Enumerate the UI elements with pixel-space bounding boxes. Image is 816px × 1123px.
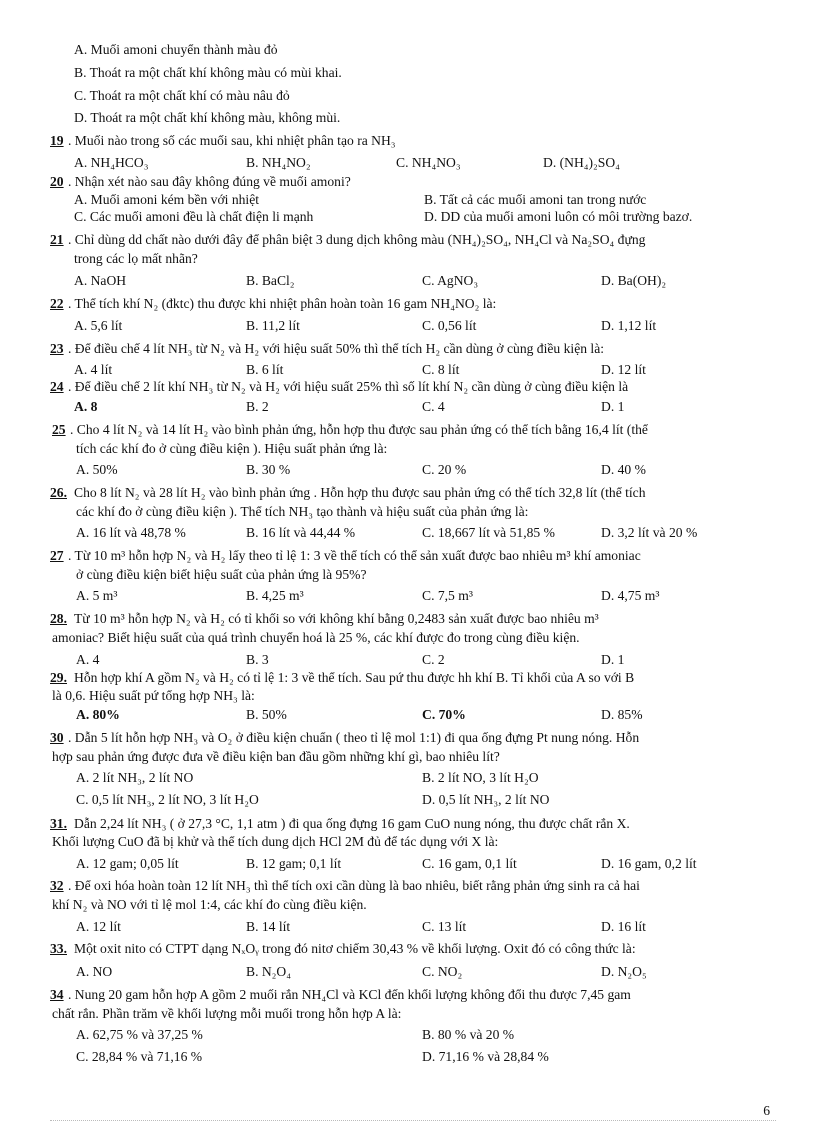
question-text: . Chỉ dùng dd chất nào dưới đây để phân biệt 3 dung dịch không màu (NH₄)₂SO₄, NH₄Cl và Na₂SO₄ đựng bbox=[68, 232, 646, 247]
option-c: C. 4 bbox=[422, 399, 445, 414]
option-a: A. 50% bbox=[76, 462, 118, 477]
question-number: 29. bbox=[50, 670, 67, 685]
option-d: D. 16 lít bbox=[601, 919, 646, 934]
question-text-continued: tích các khí đo ở cùng điều kiện ). Hiệu suất phản ứng là: bbox=[76, 441, 388, 456]
option-d: D. 1 bbox=[601, 652, 625, 667]
question-text: . Để oxi hóa hoàn toàn 12 lít NH₃ thì thể tích oxi cần dùng là bao nhiêu, biết rằng phản ứng sinh ra cả hai bbox=[68, 878, 640, 893]
option-d: D. 71,16 % và 28,84 % bbox=[422, 1049, 549, 1064]
question-text: . Nhận xét nào sau đây không đúng về muối amoni? bbox=[68, 174, 351, 189]
question-text-continued: hợp sau phản ứng được đưa về điều kiện ban đầu gồm những khí gì, bao nhiêu lít? bbox=[52, 749, 500, 764]
question-text: . Dẫn 5 lít hỗn hợp NH₃ và O₂ ở điều kiện chuẩn ( theo tỉ lệ mol 1:1) đi qua ống đựng Pt nung nóng. Hỗn bbox=[68, 730, 640, 745]
option-a: A. Muối amoni kém bền với nhiệt bbox=[74, 192, 260, 207]
option-c: C. 16 gam, 0,1 lít bbox=[422, 856, 517, 871]
option-a: A. 4 bbox=[76, 652, 100, 667]
question-text: Từ 10 m³ hỗn hợp N₂ và H₂ có tỉ khối so với không khí bằng 0,2483 sản xuất được bao nhiêu m³ bbox=[74, 611, 599, 626]
option-d: D. 16 gam, 0,2 lít bbox=[601, 856, 697, 871]
question-text-continued: Khối lượng CuO đã bị khử và thể tích dung dịch HCl 2M đủ để tác dụng với X là: bbox=[52, 834, 499, 849]
option-b: B. BaCl₂ bbox=[246, 273, 295, 288]
option-b: B. 6 lít bbox=[246, 362, 284, 377]
question-number: 31. bbox=[50, 816, 67, 831]
option-d: D. DD của muối amoni luôn có môi trường bazơ. bbox=[424, 209, 693, 224]
option-d: D. 0,5 lít NH₃, 2 lít NO bbox=[422, 792, 550, 807]
option-d: D. 3,2 lít và 20 % bbox=[601, 525, 698, 540]
option-a: A. 12 lít bbox=[76, 919, 121, 934]
option-d: D. 40 % bbox=[601, 462, 646, 477]
option-b: B. 16 lít và 44,44 % bbox=[246, 525, 356, 540]
option-b: B. Thoát ra một chất khí không màu có mùi khai. bbox=[74, 65, 342, 80]
question-text: Dẫn 2,24 lít NH₃ ( ở 27,3 °C, 1,1 atm ) đi qua ống đựng 16 gam CuO nung nóng, thu được chất rắn X. bbox=[74, 816, 630, 831]
question-text-continued: khí N₂ và NO với tỉ lệ mol 1:4, các khí đo cùng điều kiện. bbox=[52, 897, 367, 912]
option-d: D. 1,12 lít bbox=[601, 318, 657, 333]
question-number: 21 bbox=[50, 232, 64, 247]
option-d: D. N₂O₅ bbox=[601, 964, 647, 979]
question-text-continued: các khí đo ở cùng điều kiện ). Thể tích NH₃ tạo thành và hiệu suất của phản ứng là: bbox=[76, 504, 529, 519]
question-number: 30 bbox=[50, 730, 64, 745]
option-a: A. NO bbox=[76, 964, 113, 979]
question-text: Một oxit nito có CTPT dạng NₓOᵧ trong đó nitơ chiếm 30,43 % về khối lượng. Oxit đó có công thức là: bbox=[74, 941, 636, 956]
question-number: 24 bbox=[50, 379, 64, 394]
option-b: B. 2 bbox=[246, 399, 269, 414]
question-text: Cho 8 lít N₂ và 28 lít H₂ vào bình phản ứng . Hỗn hợp thu được sau phản ứng có thể tích 32,8 lít (thể tích bbox=[74, 485, 646, 500]
option-b: B. NH₄NO₂ bbox=[246, 155, 311, 170]
question-number: 19 bbox=[50, 133, 64, 148]
option-a: A. 5 m³ bbox=[76, 588, 118, 603]
option-c: C. 70% bbox=[422, 707, 466, 722]
footer-divider bbox=[50, 1120, 776, 1121]
question-number: 25 bbox=[52, 422, 66, 437]
question-number: 33. bbox=[50, 941, 67, 956]
option-c: C. 7,5 m³ bbox=[422, 588, 473, 603]
question-text: . Từ 10 m³ hỗn hợp N₂ và H₂ lấy theo tỉ lệ 1: 3 về thể tích có thể sản xuất được bao nhiêu m³ khí amoniac bbox=[68, 548, 641, 563]
option-c: C. 0,56 lít bbox=[422, 318, 477, 333]
option-c: C. 2 bbox=[422, 652, 445, 667]
option-b: B. 2 lít NO, 3 lít H₂O bbox=[422, 770, 539, 785]
question-text-continued: ở cùng điều kiện biết hiệu suất của phản ứng là 95%? bbox=[76, 567, 367, 582]
question-number: 34 bbox=[50, 987, 64, 1002]
option-a: A. NaOH bbox=[74, 273, 127, 288]
question-text: . Để điều chế 4 lít NH₃ từ N₂ và H₂ với hiệu suất 50% thì thể tích H₂ cần dùng ở cùng điều kiện là: bbox=[68, 341, 605, 356]
question-number: 22 bbox=[50, 296, 64, 311]
question-number: 26. bbox=[50, 485, 67, 500]
question-text: . Muối nào trong số các muối sau, khi nhiệt phân tạo ra NH₃ bbox=[68, 133, 396, 148]
option-d: D. 4,75 m³ bbox=[601, 588, 660, 603]
page-number: 6 bbox=[763, 1103, 770, 1118]
option-a: A. 5,6 lít bbox=[74, 318, 123, 333]
option-c: C. 18,667 lít và 51,85 % bbox=[422, 525, 555, 540]
option-b: B. 50% bbox=[246, 707, 287, 722]
option-b: B. 14 lít bbox=[246, 919, 291, 934]
option-a: A. 2 lít NH₃, 2 lít NO bbox=[76, 770, 194, 785]
question-text: . Nung 20 gam hỗn hợp A gồm 2 muối rắn NH₄Cl và KCl đến khối lượng không đổi thu được 7,45 gam bbox=[68, 987, 631, 1002]
question-number: 27 bbox=[50, 548, 64, 563]
question-text-continued: amoniac? Biết hiệu suất của quá trình chuyển hoá là 25 %, các khí được đo trong cùng điều kiện. bbox=[52, 630, 580, 645]
option-a: A. 80% bbox=[76, 707, 120, 722]
question-text: . Để điều chế 2 lít khí NH₃ từ N₂ và H₂ với hiệu suất 25% thì số lít khí N₂ cần dùng ở cùng điều kiện là bbox=[68, 379, 629, 394]
option-b: B. 12 gam; 0,1 lít bbox=[246, 856, 342, 871]
option-c: C. Thoát ra một chất khí có màu nâu đỏ bbox=[74, 88, 290, 103]
option-b: B. 11,2 lít bbox=[246, 318, 300, 333]
option-d: D. 12 lít bbox=[601, 362, 646, 377]
option-d: D. 85% bbox=[601, 707, 643, 722]
question-number: 28. bbox=[50, 611, 67, 626]
option-c: C. NO₂ bbox=[422, 964, 463, 979]
question-number: 23 bbox=[50, 341, 64, 356]
option-c: C. NH₄NO₃ bbox=[396, 155, 461, 170]
option-d: D. Thoát ra một chất khí không màu, không mùi. bbox=[74, 110, 341, 125]
option-b: B. 4,25 m³ bbox=[246, 588, 304, 603]
question-text: . Thể tích khí N₂ (đktc) thu được khi nhiệt phân hoàn toàn 16 gam NH₄NO₂ là: bbox=[68, 296, 497, 311]
option-c: C. 28,84 % và 71,16 % bbox=[76, 1049, 203, 1064]
option-b: B. 30 % bbox=[246, 462, 291, 477]
option-c: C. 20 % bbox=[422, 462, 467, 477]
option-a: A. 12 gam; 0,05 lít bbox=[76, 856, 179, 871]
option-b: B. 3 bbox=[246, 652, 269, 667]
question-number: 20 bbox=[50, 174, 64, 189]
option-a: A. NH₄HCO₃ bbox=[74, 155, 149, 170]
option-c: C. Các muối amoni đều là chất điện li mạnh bbox=[74, 209, 314, 224]
option-a: A. 16 lít và 48,78 % bbox=[76, 525, 186, 540]
option-b: B. Tất cả các muối amoni tan trong nước bbox=[424, 192, 647, 207]
option-c: C. 8 lít bbox=[422, 362, 460, 377]
question-text: . Cho 4 lít N₂ và 14 lít H₂ vào bình phản ứng, hỗn hợp thu được sau phản ứng có thể tích bằng 16,4 lít (thể bbox=[70, 422, 648, 437]
option-d: D. (NH₄)₂SO₄ bbox=[543, 155, 620, 170]
option-b: B. N₂O₄ bbox=[246, 964, 291, 979]
option-b: B. 80 % và 20 % bbox=[422, 1027, 515, 1042]
option-c: C. AgNO₃ bbox=[422, 273, 479, 288]
question-text-continued: trong các lọ mất nhãn? bbox=[74, 251, 198, 266]
question-text-continued: là 0,6. Hiệu suất pứ tổng hợp NH₃ là: bbox=[52, 688, 255, 703]
question-number: 32 bbox=[50, 878, 64, 893]
question-text-continued: chất rắn. Phần trăm về khối lượng mỗi muối trong hỗn hợp A là: bbox=[52, 1006, 402, 1021]
option-a: A. 8 bbox=[74, 399, 98, 414]
option-a: A. Muối amoni chuyển thành màu đỏ bbox=[74, 42, 278, 57]
option-a: A. 62,75 % và 37,25 % bbox=[76, 1027, 203, 1042]
question-text: Hỗn hợp khí A gồm N₂ và H₂ có tỉ lệ 1: 3 về thể tích. Sau pứ thu được hh khí B. Tỉ khối của A so với B bbox=[74, 670, 635, 685]
option-d: D. Ba(OH)₂ bbox=[601, 273, 667, 288]
option-c: C. 0,5 lít NH₃, 2 lít NO, 3 lít H₂O bbox=[76, 792, 259, 807]
option-c: C. 13 lít bbox=[422, 919, 467, 934]
option-a: A. 4 lít bbox=[74, 362, 113, 377]
option-d: D. 1 bbox=[601, 399, 625, 414]
